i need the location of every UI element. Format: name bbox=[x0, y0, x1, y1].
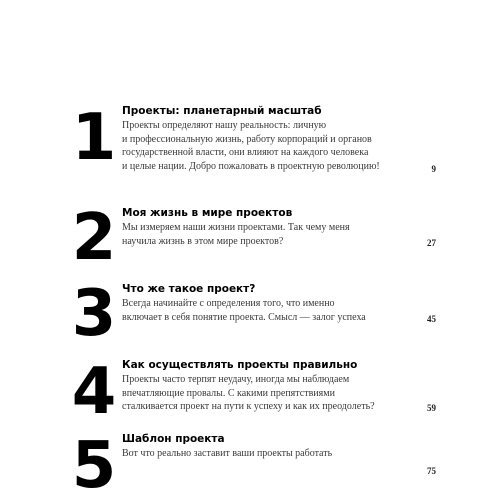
chapter-text bbox=[122, 358, 412, 414]
page-number: 59 bbox=[427, 403, 436, 413]
chapter-description: Мы измеряем наши жизни проектами. Так чему меня научила жизнь в этом мире проектов? bbox=[122, 222, 350, 247]
chapter-text bbox=[122, 282, 412, 324]
page-number: 9 bbox=[431, 164, 436, 174]
chapter-number: 1 bbox=[71, 101, 115, 175]
page-number: 27 bbox=[427, 238, 436, 248]
page-number: 45 bbox=[427, 314, 436, 324]
toc-entry-4[interactable] bbox=[70, 355, 436, 429]
chapter-number: 5 bbox=[71, 429, 115, 500]
chapter-text bbox=[122, 432, 412, 461]
chapter-title: Что же такое проект? bbox=[122, 283, 256, 295]
chapter-title: Проекты: планетарный масштаб bbox=[122, 105, 322, 117]
chapter-description: Проекты часто терпят неудачу, иногда мы наблюдаем впечатляющие провалы. С какими препятствиями сталкивается проект на пути к успеху и как их преодолеть? bbox=[122, 374, 375, 412]
chapter-title: Шаблон проекта bbox=[122, 433, 225, 445]
chapter-description: Всегда начинайте с определения того, что именно включает в себя понятие проекта. Смысл — залог успеха bbox=[122, 298, 366, 323]
chapter-text bbox=[122, 206, 412, 248]
toc-entry-3[interactable] bbox=[70, 277, 436, 351]
chapter-title: Моя жизнь в мире проектов bbox=[122, 207, 293, 219]
chapter-title: Как осуществлять проекты правильно bbox=[122, 359, 358, 371]
chapter-number: 4 bbox=[71, 355, 115, 429]
toc-entry-5[interactable] bbox=[70, 429, 436, 500]
toc-entry-2[interactable] bbox=[70, 201, 436, 275]
chapter-text bbox=[122, 104, 412, 173]
chapter-description: Вот что реально заставит ваши проекты работать bbox=[122, 448, 333, 459]
toc-entry-1[interactable] bbox=[70, 101, 436, 180]
chapter-description: Проекты определяют нашу реальность: личную и профессиональную жизнь, работу корпораций и органов государственной власти, они влияют на каждого человека и целые нации. Добро пожаловать в проектную революцию! bbox=[122, 120, 380, 172]
page-number: 75 bbox=[427, 466, 436, 476]
chapter-number: 2 bbox=[71, 201, 115, 275]
chapter-number: 3 bbox=[71, 277, 115, 351]
